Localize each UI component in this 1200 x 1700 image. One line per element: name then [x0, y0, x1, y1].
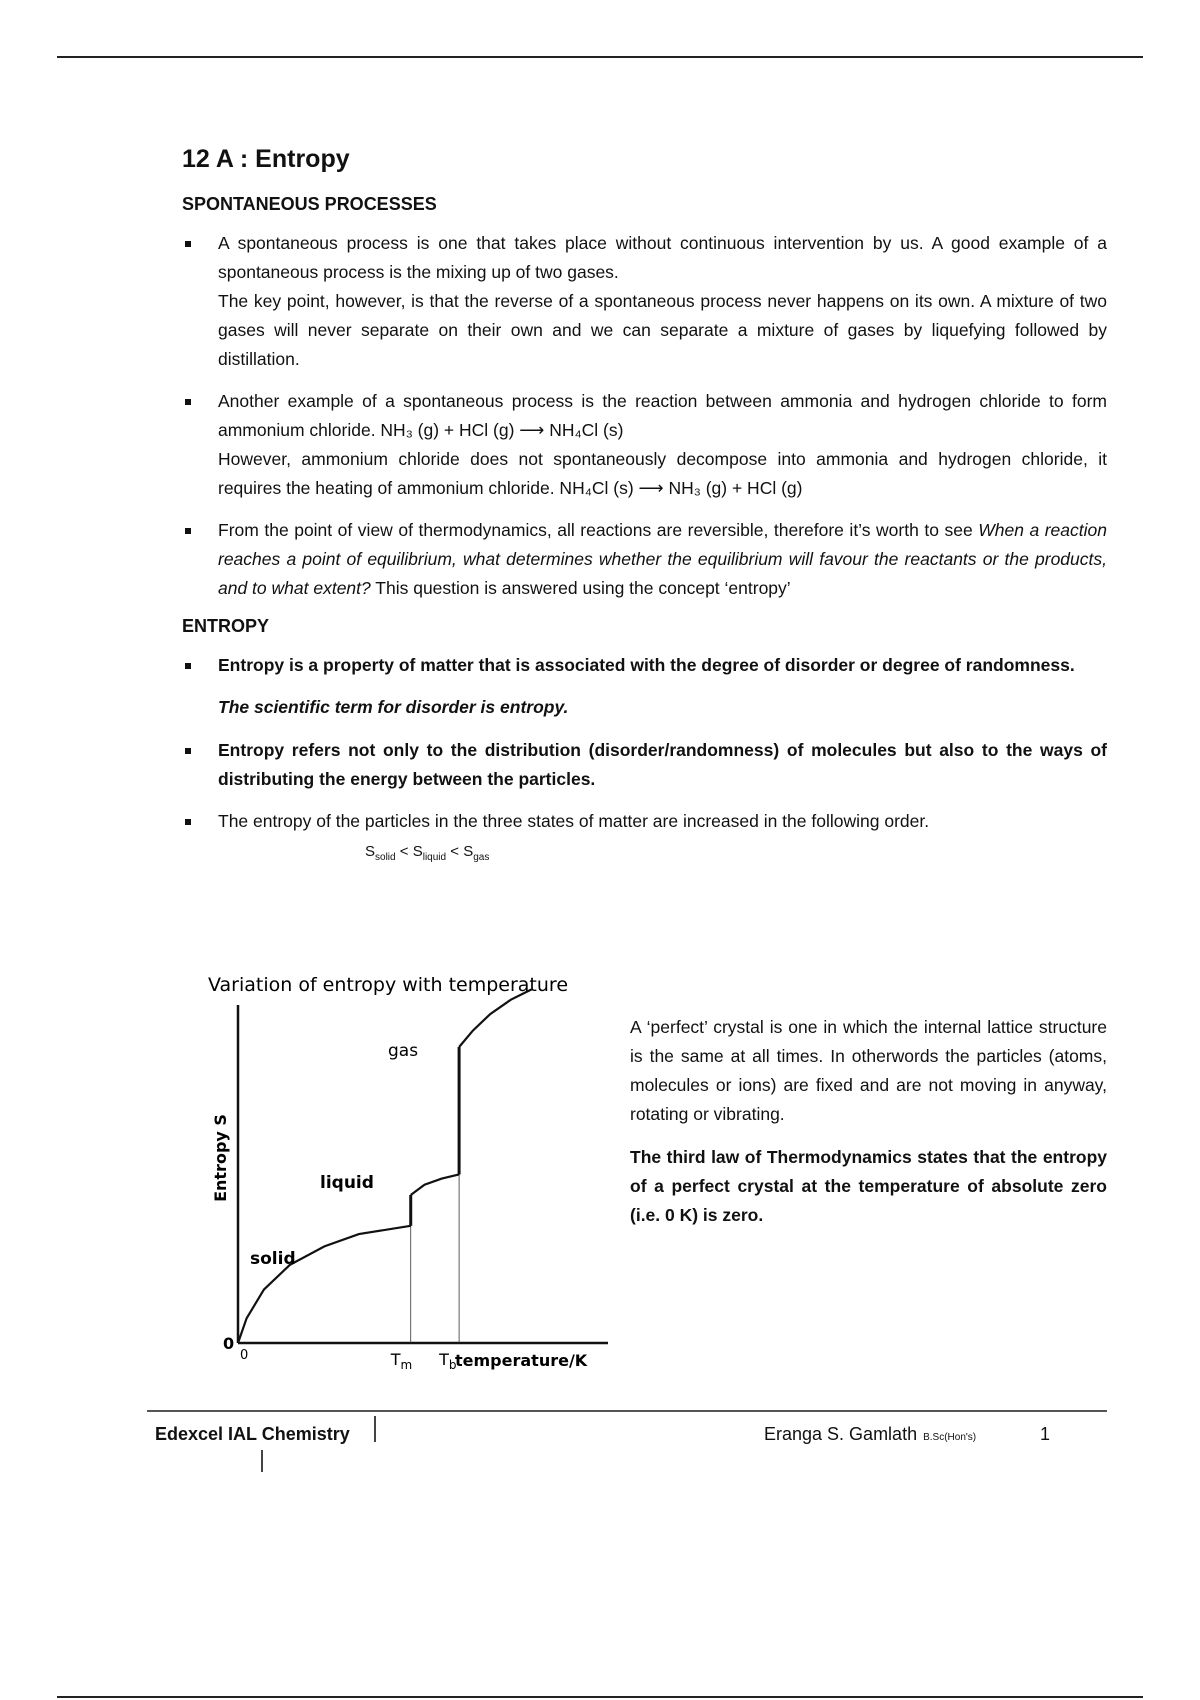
definition: Entropy is a property of matter that is associated with the degree of disorder or degree of randomness.: [218, 655, 1075, 675]
series-line-gas: [459, 989, 531, 1047]
footer-divider: [261, 1450, 263, 1472]
phase-label-liquid: liquid: [320, 1173, 374, 1193]
footer: [147, 1410, 1107, 1470]
chart-title: Variation of entropy with temperature: [208, 974, 569, 996]
key-question: When a reaction reaches a point of equilibrium, what determines whether the equilibrium will favour the reactants or the products, and to what extent?: [218, 520, 1107, 598]
paragraph: A spontaneous process is one that takes place without continuous intervention by us. A good example of a spontaneous process is the mixing up of two gases.: [218, 233, 1107, 282]
paragraph: Entropy refers not only to the distribution (disorder/randomness) of molecules but also to the ways of distributing the energy between the particles.: [218, 740, 1107, 789]
entropy-chart-svg: [190, 968, 620, 1388]
page-title: 12 A : Entropy: [182, 145, 350, 173]
page-content: [182, 145, 1107, 863]
section-heading-spontaneous: SPONTANEOUS PROCESSES: [182, 194, 437, 214]
paragraph: However, ammonium chloride does not spontaneously decompose into ammonia and hydrogen chloride, it requires the heating of ammonium chloride. NH₄Cl (s) ⟶ NH₃ (g) + HCl (g): [218, 449, 1107, 498]
section-heading-entropy: ENTROPY: [182, 616, 270, 636]
y-axis-label: Entropy S: [211, 1114, 230, 1202]
list-item: [182, 516, 1107, 603]
series-line-liquid: [411, 1174, 459, 1195]
phase-label-gas: gas: [388, 1041, 419, 1061]
paragraph: Another example of a spontaneous process is the reaction between ammonia and hydrogen chloride to form ammonium chloride. NH₃ (g) + HCl (g) ⟶ NH₄Cl (s): [218, 391, 1107, 440]
list-item: [182, 651, 1107, 680]
side-text: [630, 1013, 1107, 1244]
paragraph: The entropy of the particles in the three states of matter are increased in the following order.: [218, 811, 930, 831]
list-item: [182, 807, 1107, 836]
y-origin-label: 0: [223, 1334, 235, 1353]
footer-rule: [147, 1410, 1107, 1412]
footer-divider: [374, 1416, 376, 1442]
footer-degree: B.Sc(Hon's): [923, 1432, 977, 1443]
list-item: [182, 736, 1107, 794]
x-tick-label: $T_m$: [390, 1350, 413, 1372]
list-item: [182, 387, 1107, 503]
list-item: [182, 229, 1107, 374]
x-axis-label: temperature/K: [455, 1351, 588, 1370]
top-rule: [57, 56, 1143, 58]
paragraph: [218, 516, 1107, 603]
text: This question is answered using the concept ‘entropy’: [375, 578, 791, 598]
series-line-solid: [238, 1226, 411, 1343]
third-law-text: The third law of Thermodynamics states that the entropy of a perfect crystal at the temperature of absolute zero (i.e. 0 K) is zero.: [630, 1147, 1107, 1225]
page-number: 1: [1040, 1424, 1051, 1444]
x-origin-label: 0: [240, 1348, 249, 1363]
footer-course: Edexcel IAL Chemistry: [155, 1424, 350, 1444]
footer-author: Eranga S. Gamlath B.Sc(Hon's): [764, 1424, 977, 1444]
phase-label-solid: solid: [250, 1249, 296, 1269]
perfect-crystal-text: A ‘perfect’ crystal is one in which the internal lattice structure is the same at all times. In otherwords the particles (atoms, molecules or ions) are fixed and are not moving in anyway, rotating or vibrating.: [630, 1017, 1107, 1124]
note: The scientific term for disorder is entropy.: [218, 697, 569, 717]
paragraph: The key point, however, is that the reverse of a spontaneous process never happens on its own. A mixture of two gases will never separate on their own and we can separate a mixture of gases by liquefying followed by distillation.: [218, 291, 1107, 369]
entropy-chart: [190, 968, 620, 1388]
text: From the point of view of thermodynamics, all reactions are reversible, therefore it’s worth to see: [218, 520, 973, 540]
x-tick-label: $T_b$: [439, 1350, 457, 1372]
bottom-rule: [57, 1696, 1143, 1698]
entropy-order: $S_{solid} < S_{liquid} < S_{gas}$: [365, 843, 490, 863]
